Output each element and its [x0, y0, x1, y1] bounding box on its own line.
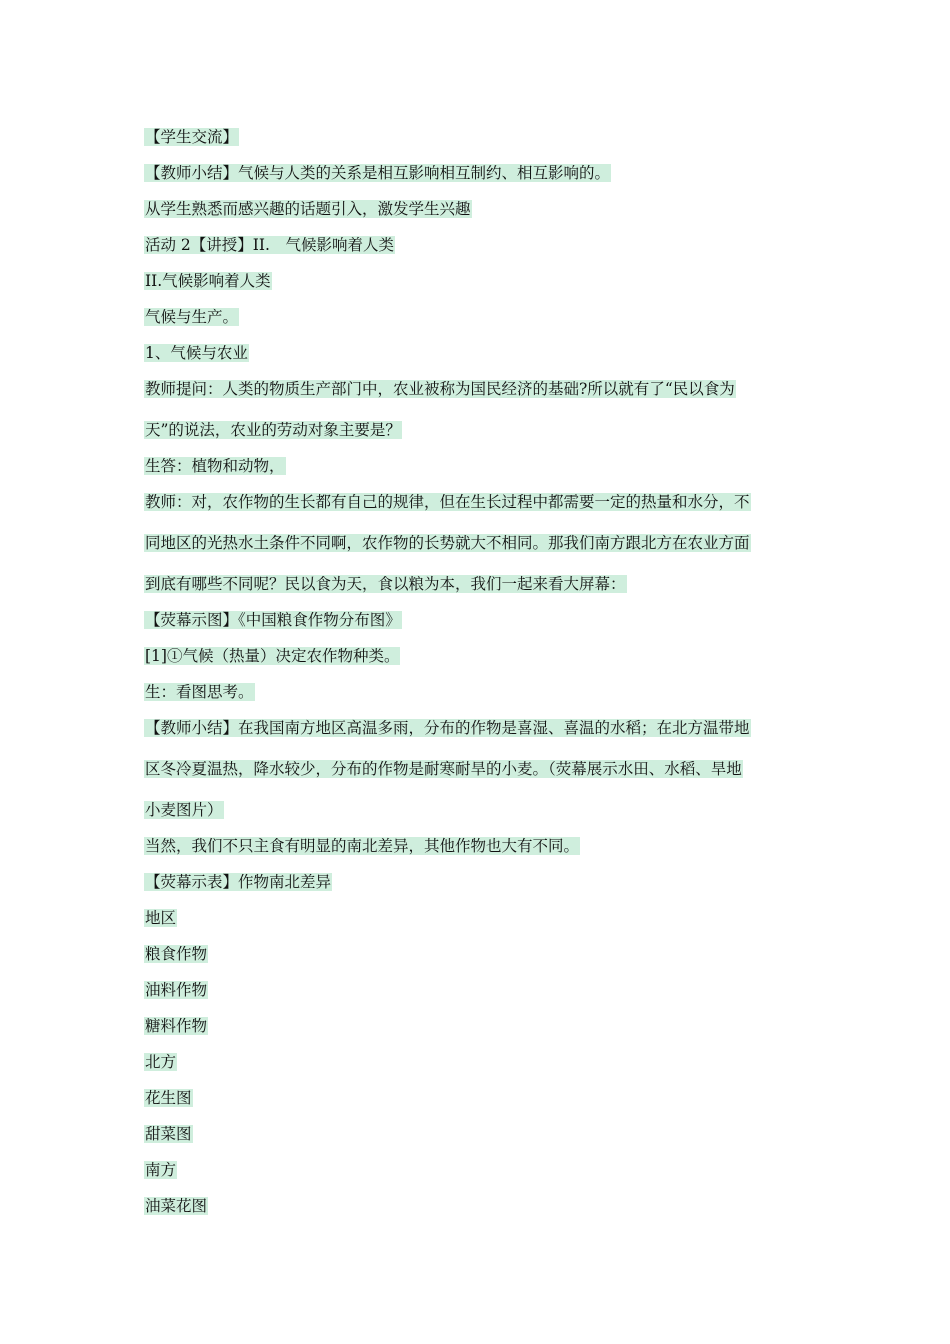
line-text: [1]①气候（热量）决定农作物种类。: [145, 647, 400, 665]
text-line: [144, 127, 239, 147]
text-line: [144, 1124, 193, 1144]
line-text: 从学生熟悉而感兴趣的话题引入，激发学生兴趣: [145, 200, 471, 218]
line-text: 区冬冷夏温热，降水较少，分布的作物是耐寒耐旱的小麦。（荧幕展示水田、水稻、旱地: [145, 760, 742, 778]
line-text: 气候与生产。: [145, 308, 239, 326]
text-line: [144, 1088, 193, 1108]
text-line: [144, 492, 751, 512]
text-line: [144, 800, 224, 820]
line-text: 生：看图思考。: [145, 683, 254, 701]
line-text: 活动 2【讲授】II. 气候影响着人类: [145, 236, 394, 254]
line-text: 南方: [145, 1161, 177, 1179]
text-line: [144, 533, 751, 553]
text-line: [144, 379, 736, 399]
text-line: [144, 836, 580, 856]
text-line: [144, 759, 743, 779]
text-line: [144, 610, 402, 630]
text-line: [144, 456, 286, 476]
line-text: 到底有哪些不同呢？民以食为天，食以粮为本，我们一起来看大屏幕：: [145, 575, 626, 593]
text-line: [144, 908, 177, 928]
line-text: 糖料作物: [145, 1017, 208, 1035]
line-text: 【教师小结】在我国南方地区高温多雨，分布的作物是喜湿、喜温的水稻；在北方温带地: [145, 719, 750, 737]
line-text: 油料作物: [145, 981, 208, 999]
text-line: [144, 271, 272, 291]
line-text: 【教师小结】气候与人类的关系是相互影响相互制约、相互影响的。: [145, 164, 611, 182]
text-line: [144, 682, 255, 702]
line-text: 北方: [145, 1053, 177, 1071]
text-line: [144, 872, 332, 892]
line-text: II.气候影响着人类: [145, 272, 271, 290]
line-text: 【荧幕示表】作物南北差异: [145, 873, 332, 891]
text-line: [144, 163, 611, 183]
line-text: 教师提问：人类的物质生产部门中，农业被称为国民经济的基础?所以就有了“民以食为: [145, 380, 735, 398]
text-line: [144, 1160, 177, 1180]
line-text: 小麦图片）: [145, 801, 223, 819]
text-line: [144, 235, 395, 255]
line-text: 地区: [145, 909, 177, 927]
text-line: [144, 199, 472, 219]
text-line: [144, 1196, 208, 1216]
line-text: 当然，我们不只主食有明显的南北差异，其他作物也大有不同。: [145, 837, 580, 855]
text-line: [144, 307, 239, 327]
line-text: 生答：植物和动物，: [145, 457, 285, 475]
line-text: 1、气候与农业: [145, 344, 248, 362]
line-text: 油菜花图: [145, 1197, 208, 1215]
line-text: 同地区的光热水土条件不同啊，农作物的长势就大不相同。那我们南方跟北方在农业方面: [145, 534, 750, 552]
text-line: [144, 944, 208, 964]
line-text: 粮食作物: [145, 945, 208, 963]
text-line: [144, 420, 402, 440]
text-line: [144, 574, 627, 594]
text-line: [144, 1016, 208, 1036]
text-line: [144, 343, 249, 363]
text-line: [144, 718, 751, 738]
text-line: [144, 1052, 177, 1072]
line-text: 花生图: [145, 1089, 192, 1107]
text-line: [144, 646, 400, 666]
line-text: 【荧幕示图】《中国粮食作物分布图》: [145, 611, 401, 629]
text-line: [144, 980, 208, 1000]
line-text: 教师：对，农作物的生长都有自己的规律，但在生长过程中都需要一定的热量和水分，不: [145, 493, 750, 511]
line-text: 【学生交流】: [145, 128, 239, 146]
line-text: 天”的说法，农业的劳动对象主要是？: [145, 421, 401, 439]
line-text: 甜菜图: [145, 1125, 192, 1143]
